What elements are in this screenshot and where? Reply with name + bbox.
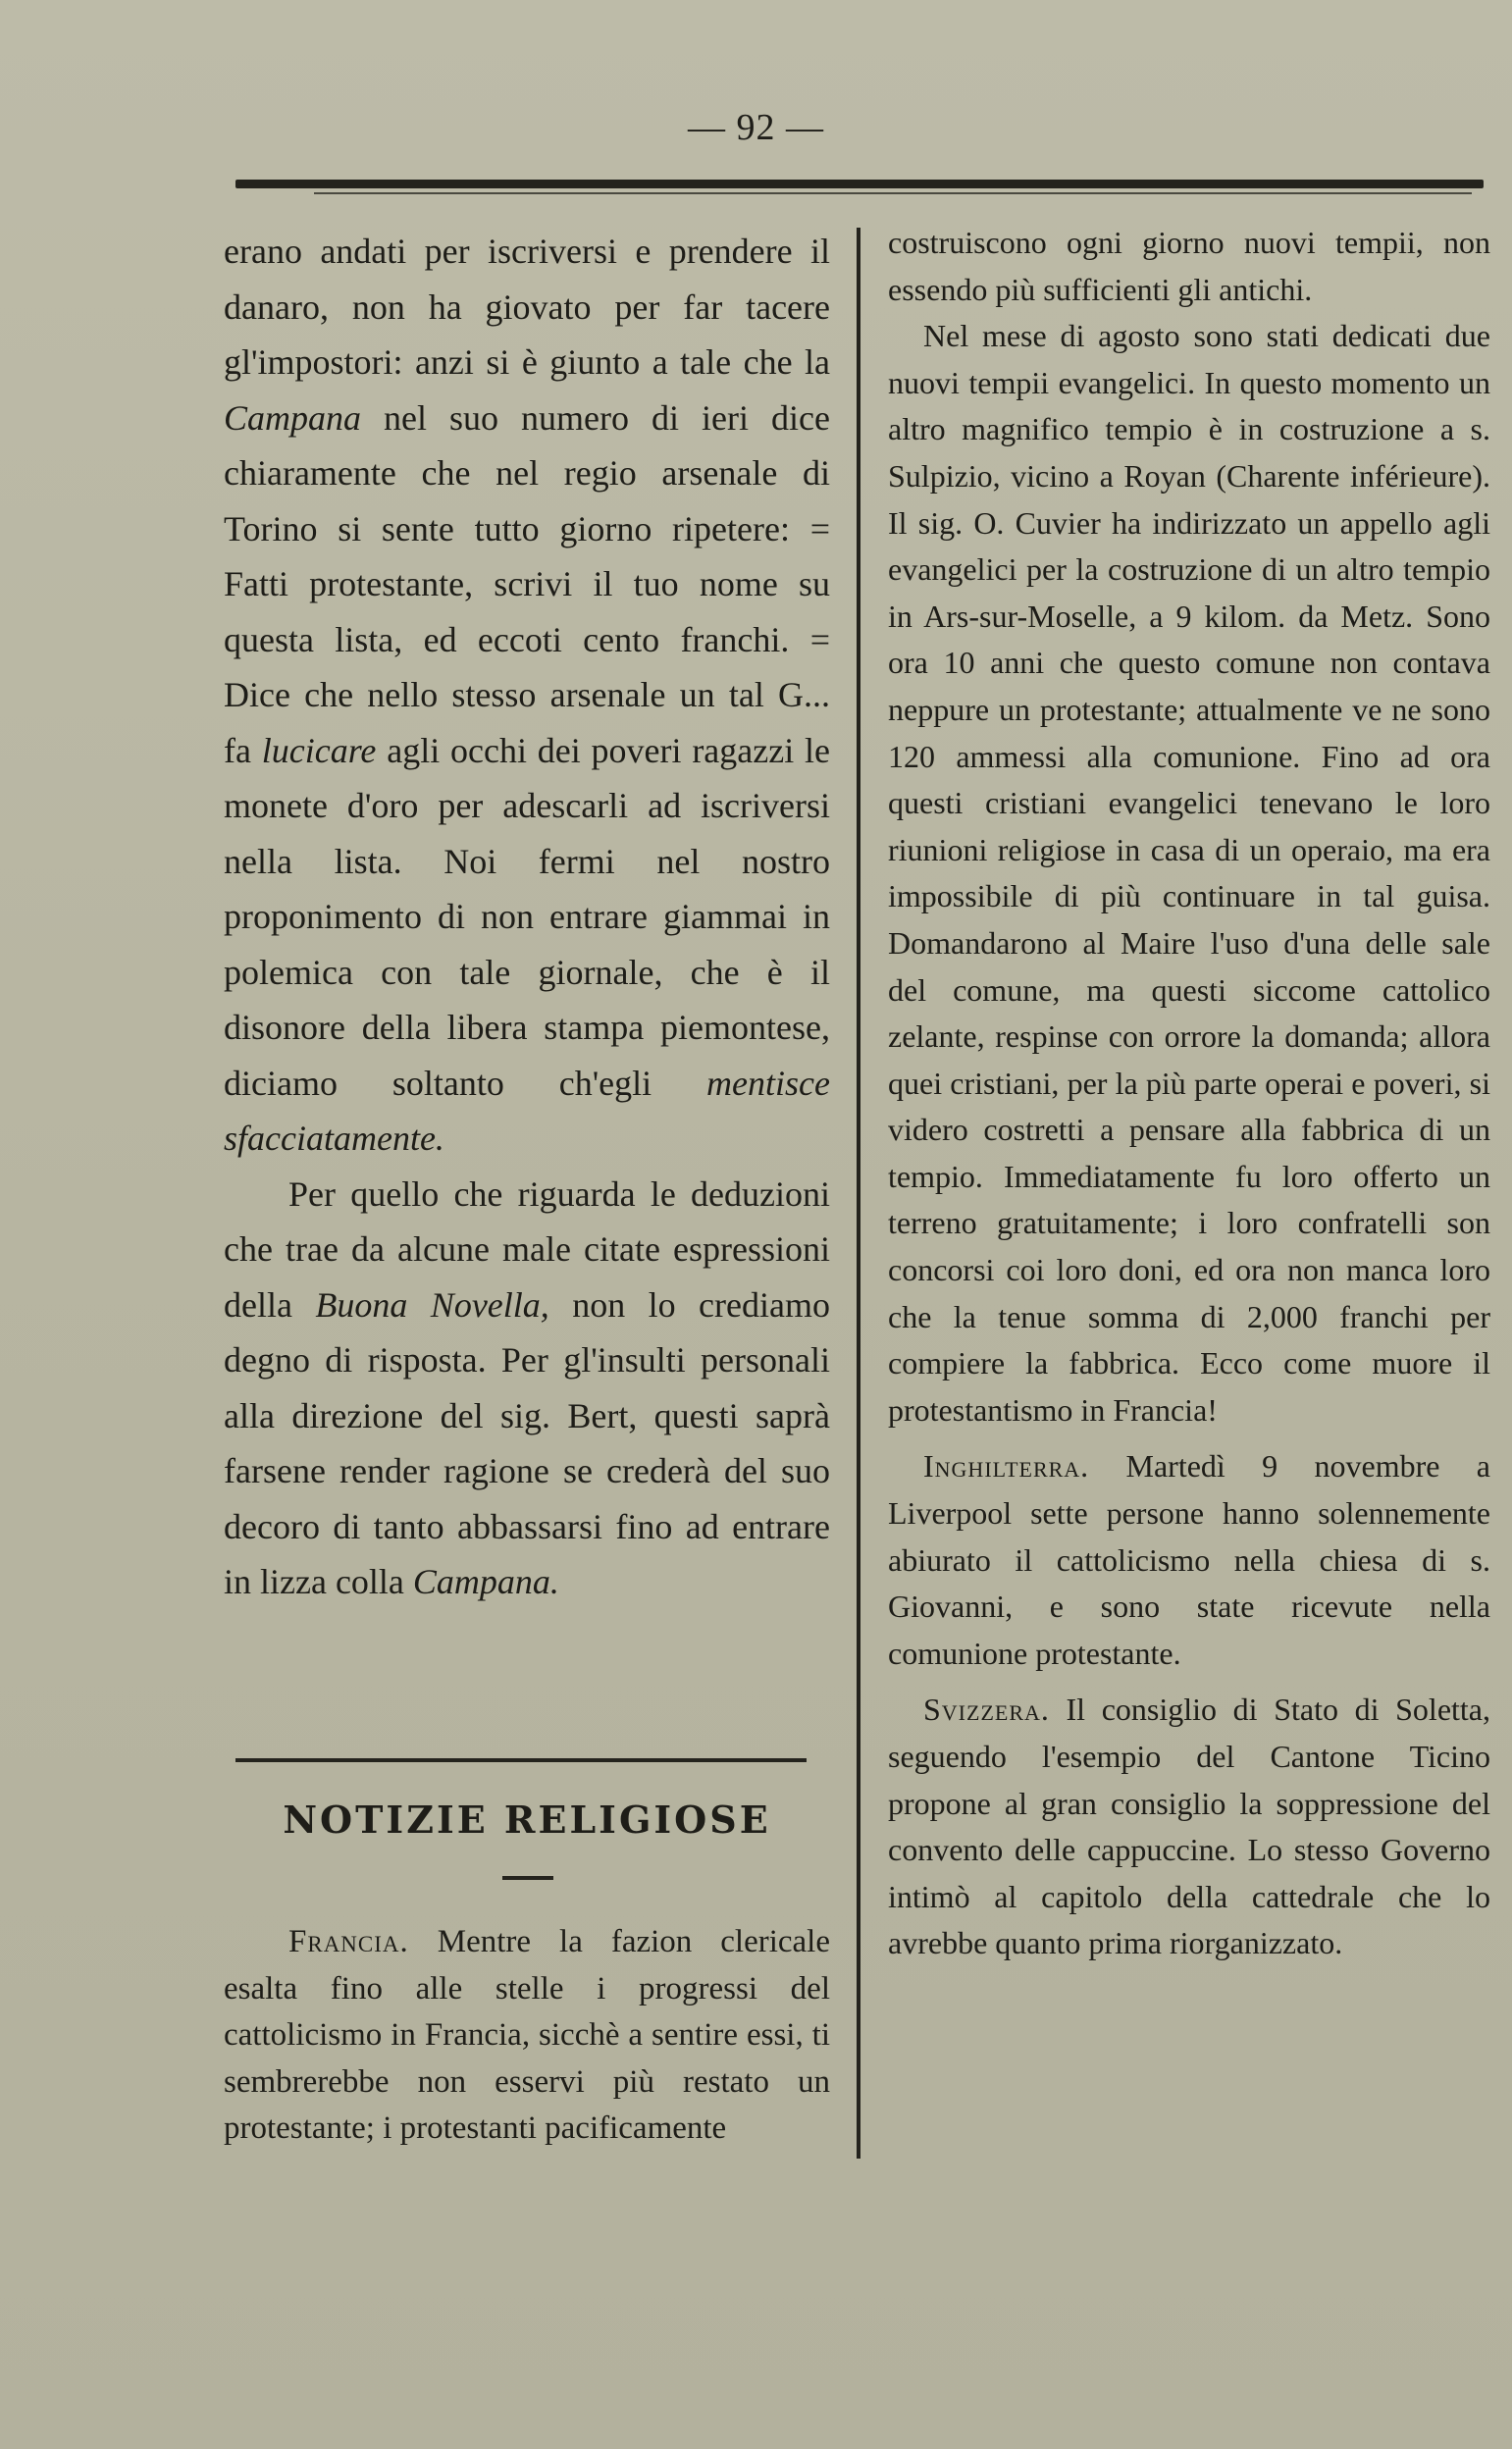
text-run: agli occhi dei poveri ragazzi le monete d'oro per adescarli ad iscriversi nella lista. Noi fermi nel nostro proponimento di non entrare giammai in polemica con tale giornale, che è il disonore della libera stampa piemontese, diciamo soltanto ch'egli [224,730,831,1103]
paragraph-tempii: costruiscono ogni giorno nuovi tempii, non essendo più sufficienti gli antichi. [888,225,1490,307]
emphasis-campana: Campana [224,397,362,438]
paragraph-deduzioni [224,1167,830,1610]
paragraph-agosto: Nel mese di agosto sono stati dedicati due nuovi tempii evangelici. In questo momento un altro magnifico tempio è in costruzione a s. Sulpizio, vicino a Royan (Charente inférieure). Il sig. O. Cuvier ha indirizzato un appello agli evangelici per la costruzione di un altro tempio in Ars-sur-Moselle, a 9 kilom. da Metz. Sono ora 10 anni che questo comune non contava neppure un protestante; attualmente ve ne sono 120 ammessi alla comunione. Fino ad ora questi cristiani evangelici tenevano le loro riunioni religiose in casa di un operaio, ma era impossibile di più continuare in tal guisa. Domandarono al Maire l'uso d'una delle sale del comune, ma questi siccome cattolico zelante, respinse con orrore la domanda; allora quei cristiani, per la più parte operai e poveri, si videro costretti a pensare alla fabbrica di un tempio. Immediatamente fu loro offerto un terreno gratuitamente; i loro confratelli son concorsi coi loro doni, ed ora non manca loro che la tenue somma di 2,000 franchi per compiere la fabbrica. Ecco come muore il protestantismo in Francia! [888,318,1490,1428]
left-column [224,224,830,1610]
paragraph-svizzera [888,1687,1490,1967]
news-label-svizzera: Svizzera. [923,1692,1050,1728]
emphasis-mentisce: mentisce sfacciatamente. [224,1063,830,1158]
page-number: — 92 — [688,107,824,148]
text-run: Per quello che riguarda le deduzioni che trae da alcune male citate espressioni della [224,1173,830,1325]
text-run: non lo crediamo degno di risposta. Per gl'insulti personali alla direzione del sig. Bert, questi saprà farsene render ragione se crederà del suo decoro di tanto abbassarsi fino ad entrare in lizza colla [224,1284,830,1601]
section-dash [502,1876,553,1880]
text-run: Il consiglio di Stato di Soletta, seguendo l'esempio del Cantone Ticino propone al gran consiglio la soppressione del convento delle cappuccine. Lo stesso Governo intimò al capitolo della cattedrale che lo avrebbe quanto prima riorganizzato. [888,1692,1490,1961]
text-run: nel suo numero di ieri dice chiaramente che nel regio arsenale di Torino si sente tutto giorno ripetere: = Fatti protestante, scrivi il tuo nome su questa lista, ed eccoti cento franchi. = Dice che nello stesso arsenale un tal G... fa [224,397,830,770]
emphasis-lucicare: lucicare [261,730,377,770]
text-run: Mentre la fazion clericale esalta fino alle stelle i progressi del cattolicismo in Francia, sicchè a sentire essi, ti sembrerebbe non esservi più restato un protestante; i protestanti pacificamente [224,1924,830,2146]
news-label-francia: Francia. [288,1924,409,1959]
left-column-news [224,1919,830,2153]
section-title: NOTIZIE RELIGIOSE [283,1798,771,1842]
news-label-inghilterra: Inghilterra. [923,1448,1090,1485]
section-rule [235,1758,807,1762]
right-column [888,220,1490,1967]
text-run: Martedì 9 novembre a Liverpool sette persone hanno solennemente abiurato il cattolicismo nella chiesa di s. Giovanni, e sono state ricevute nella comunione protestante. [888,1448,1490,1671]
paragraph-arsenale [224,224,830,1167]
emphasis-buona-novella: Buona Novella, [315,1284,549,1325]
text-run: erano andati per iscriversi e prendere il danaro, non ha giovato per far tacere gl'impostori: anzi si è giunto a tale che la [224,232,830,382]
emphasis-campana: Campana. [412,1562,559,1601]
paragraph-inghilterra [888,1443,1490,1677]
header-rule [235,180,1484,188]
header-rule-thin [314,192,1472,194]
paragraph-francia [224,1919,830,2153]
column-divider [857,228,860,2159]
